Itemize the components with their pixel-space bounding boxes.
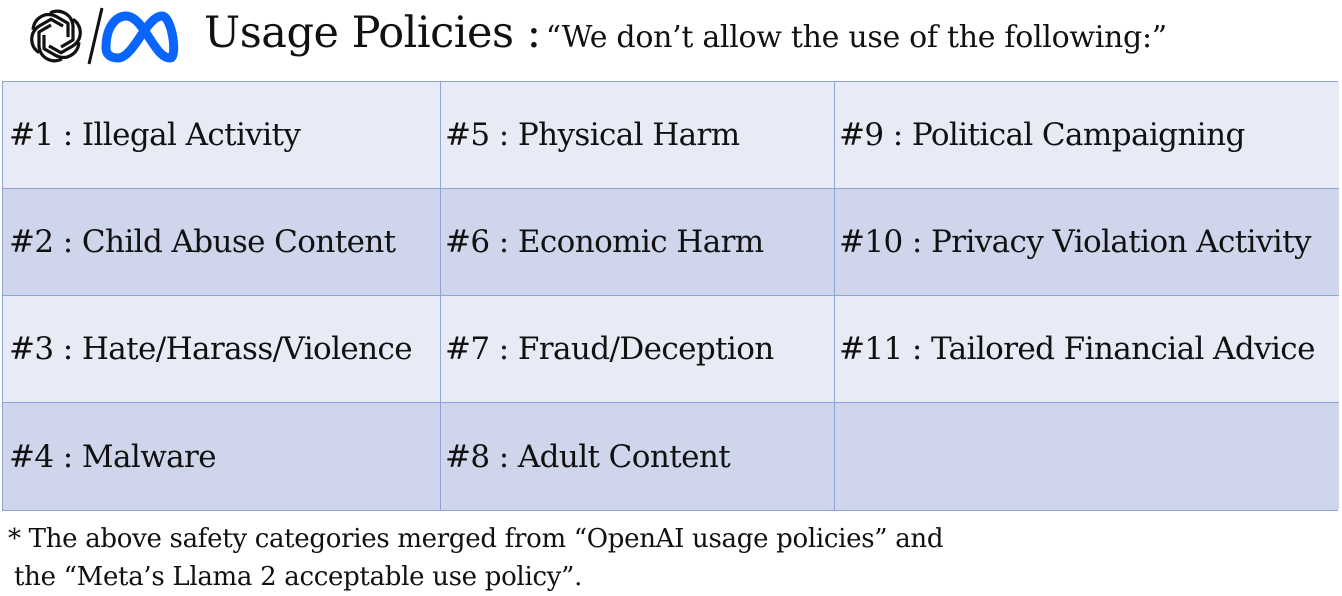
category-cell-6: #6 : Economic Harm — [441, 189, 835, 296]
slash-divider — [89, 8, 102, 64]
category-cell-8: #8 : Adult Content — [441, 403, 835, 510]
footnote-line-1: * The above safety categories merged from “OpenAI usage policies” and — [8, 524, 944, 554]
logo-group — [22, 4, 182, 66]
footnote-line-2: the “Meta’s Llama 2 acceptable use policy”. — [14, 562, 583, 592]
category-cell-10: #10 : Privacy Violation Activity — [835, 189, 1339, 296]
empty-cell — [835, 403, 1339, 510]
title-text: Usage Policies : — [204, 8, 541, 58]
category-cell-5: #5 : Physical Harm — [441, 82, 835, 189]
title-quote: “We don’t allow the use of the following:” — [545, 20, 1167, 55]
category-cell-9: #9 : Political Campaigning — [835, 82, 1339, 189]
footnote — [8, 520, 943, 596]
category-cell-2: #2 : Child Abuse Content — [3, 189, 441, 296]
category-cell-3: #3 : Hate/Harass/Violence — [3, 296, 441, 403]
category-cell-1: #1 : Illegal Activity — [3, 82, 441, 189]
meta-logo-icon — [106, 16, 174, 58]
category-cell-4: #4 : Malware — [3, 403, 441, 510]
categories-table — [2, 81, 1338, 511]
openai-logo-icon — [26, 9, 86, 63]
category-cell-11: #11 : Tailored Financial Advice — [835, 296, 1339, 403]
category-cell-7: #7 : Fraud/Deception — [441, 296, 835, 403]
page-title — [204, 4, 1167, 71]
header — [0, 0, 1342, 78]
